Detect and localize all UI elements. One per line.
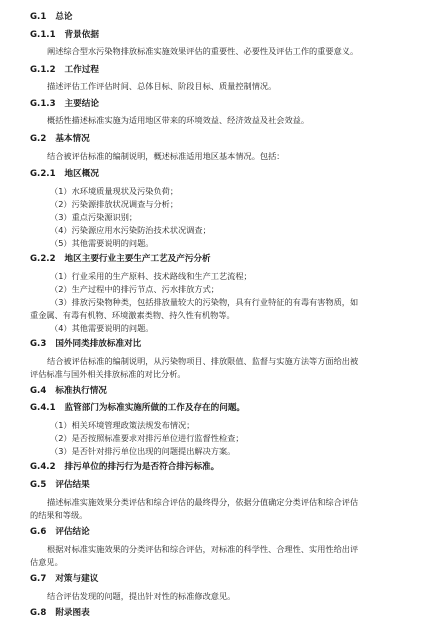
heading-g2-1: G.2.1 地区概况 (30, 169, 99, 179)
heading-g1: G.1 总论 (30, 12, 73, 22)
paragraph-g5-line1: 描述标准实施效果分类评估和综合评估的最终得分，依据分值确定分类评估和综合评估 (47, 497, 359, 507)
heading-g6: G.6 评估结论 (30, 527, 90, 537)
list-item-continuation: 重金属、有毒有机物、环境激素类物、持久性有机物等。 (30, 310, 235, 320)
paragraph-g1-3: 概括性描述标准实施为适用地区带来的环境效益、经济效益及社会效益。 (47, 115, 310, 125)
heading-g4-1: G.4.1 监管部门为标准实施所做的工作及存在的问题。 (30, 403, 246, 413)
heading-g1-2: G.1.2 工作过程 (30, 65, 99, 75)
heading-g2: G.2 基本情况 (30, 134, 90, 144)
list-item: （3）是否针对排污单位出现的问题提出解决方案。 (50, 446, 236, 456)
paragraph-g2: 结合被评估标准的编制说明，概述标准适用地区基本情况。包括： (47, 151, 285, 161)
heading-g4: G.4 标准执行情况 (30, 386, 107, 396)
list-item: （1）水环境质量现状及污染负荷； (50, 186, 179, 196)
list-item: （2）污染源排放状况调查与分析； (50, 199, 179, 209)
list-item: （2）是否按照标准要求对排污单位进行监督性检查； (50, 433, 244, 443)
list-item: （3）重点污染源识别； (50, 212, 138, 222)
paragraph-g3-line2: 评估标准与国外相关排放标准的对比分析。 (30, 369, 186, 379)
paragraph-g1-2: 描述评估工作评估时间、总体目标、阶段目标、质量控制情况。 (47, 81, 277, 91)
heading-g1-1: G.1.1 背景依据 (30, 30, 99, 40)
list-item: （3）排放污染物种类，包括排放量较大的污染物，具有行业特征的有毒有害物质，如 (50, 297, 359, 307)
paragraph-g7: 结合评估发现的问题，提出针对性的标准修改意见。 (47, 591, 236, 601)
list-item: （1）相关环境管理政策法规发布情况； (50, 420, 195, 430)
list-item: （1）行业采用的生产原料、技术路线和生产工艺流程； (50, 271, 252, 281)
paragraph-g1-1: 阐述综合型水污染物排放标准实施效果评估的重要性、必要性及评估工作的重要意义。 (47, 46, 359, 56)
heading-g7: G.7 对策与建议 (30, 574, 99, 584)
list-item: （4）污染源应用水污染防治技术状况调查； (50, 225, 211, 235)
list-item: （4）其他需要说明的问题。 (50, 323, 154, 333)
heading-g4-2: G.4.2 排污单位的排污行为是否符合排污标准。 (30, 462, 220, 472)
paragraph-g6-line1: 根据对标准实施效果的分类评估和综合评估，对标准的科学性、合理性、实用性给出评 (47, 544, 359, 554)
heading-g5: G.5 评估结果 (30, 480, 90, 490)
list-item: （2）生产过程中的排污节点、污水排放方式； (50, 284, 219, 294)
paragraph-g3-line1: 结合被评估标准的编制说明，从污染物项目、排放限值、监督与实施方法等方面给出被 (47, 356, 359, 366)
heading-g8: G.8 附录图表 (30, 608, 90, 618)
heading-g1-3: G.1.3 主要结论 (30, 99, 99, 109)
paragraph-g6-line2: 估意见。 (30, 557, 63, 567)
heading-g3: G.3 国外同类排放标准对比 (30, 339, 142, 349)
paragraph-g5-line2: 的结果和等级。 (30, 510, 88, 520)
list-item: （5）其他需要说明的问题。 (50, 238, 154, 248)
heading-g2-2: G.2.2 地区主要行业主要生产工艺及产污分析 (30, 254, 211, 264)
